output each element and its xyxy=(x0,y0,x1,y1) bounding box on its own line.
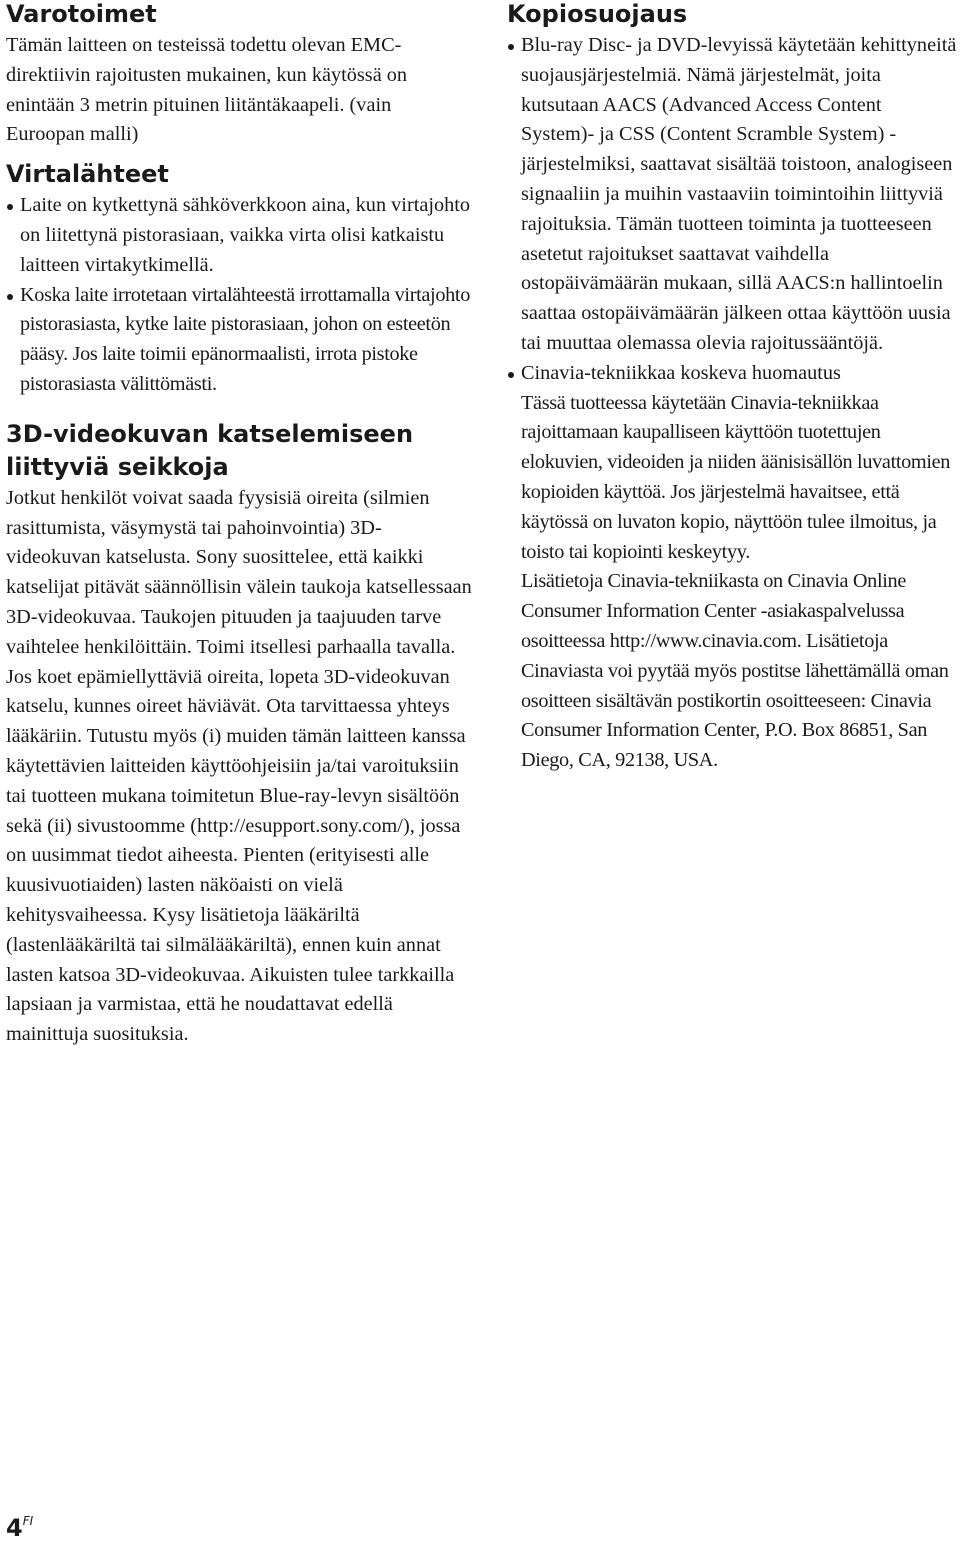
list-item xyxy=(507,31,957,359)
heading-kopiosuojaus: Kopiosuojaus xyxy=(507,0,688,28)
kopiosuojaus-list xyxy=(507,31,957,389)
heading-virtalahteet: Virtalähteet xyxy=(6,160,169,189)
list-item xyxy=(6,191,474,280)
list-item xyxy=(6,281,474,400)
heading-varotoimet: Varotoimet xyxy=(6,0,157,28)
section-3d-video xyxy=(6,418,474,1050)
bullet-icon xyxy=(7,204,13,210)
bullet-icon xyxy=(508,372,514,378)
page-number-suffix: FI xyxy=(22,1514,34,1528)
section-varotoimet xyxy=(6,0,474,150)
section-kopiosuojaus xyxy=(507,0,957,776)
cinavia-text-2: Lisätietoja Cinavia-tekniikasta on Cinavia Online Consumer Information Center -asiakaspalvelussa osoitteessa http://www.cinavia.com. Lisätietoja Cinaviasta voi pyytää myös postitse lähettämällä oman osoitteen sisältävän postikortin osoitteeseen: Cinavia Consumer Information Center, P.O. Box 86851, San Diego, CA, 92138, USA. xyxy=(521,570,949,772)
page-number-value: 4 xyxy=(6,1514,23,1542)
virtalahteet-item-2: Koska laite irrotetaan virtalähteestä irrottamalla virtajohto pistorasiasta, kytke laite pistorasiaan, johon on esteetön pääsy. Jos laite toimii epänormaalisti, irrota pistoke pistorasiasta välittömästi. xyxy=(20,283,471,395)
video3d-text: Jotkut henkilöt voivat saada fyysisiä oireita (silmien rasittumista, väsymystä tai pahoinvointia) 3D-videokuvan katselusta. Sony suosittelee, että kaikki katselijat pitävät säännöllisin välein taukoja katsellessaan 3D-videokuvaa. Taukojen pituuden ja taajuuden tarve vaihtelee henkilöittäin. Toimi itsellesi parhaalla tavalla. Jos koet epämiellyttäviä oireita, lopeta 3D-videokuvan katselu, kunnes oireet häviävät. Ota tarvittaessa yhteys lääkäriin. Tutustu myös (i) muiden tämän laitteen kanssa käytettävien laitteiden käyttöohjeisiin ja/tai varoituksiin tai tuotteen mukana toimitetun Blue-ray-levyn sisältöön sekä (ii) sivustoomme (http://esupport.sony.com/), jossa on uusimmat tiedot aiheesta. Pienten (erityisesti alle kuusivuotiaiden) lasten näköaisti on vielä kehitysvaiheessa. Kysy lisätietoja lääkäriltä (lastenlääkäriltä tai silmälääkäriltä), ennen kuin annat lasten katsoa 3D-videokuvaa. Aikuisten tulee tarkkailla lapsiaan ja varmistaa, että he noudattavat edellä mainittuja suosituksia. xyxy=(6,486,472,1046)
varotoimet-text: Tämän laitteen on testeissä todettu olevan EMC-direktiivin rajoitusten mukainen, kun käytössä on enintään 3 metrin pituinen liitäntäkaapeli. (vain Euroopan malli) xyxy=(6,34,408,146)
cinavia-text: Tässä tuotteessa käytetään Cinavia-tekniikkaa rajoittamaan kaupalliseen käyttöön tuotettujen elokuvien, videoiden ja niiden äänisisällön luvattomien kopioiden käyttöä. Jos järjestelmä havaitsee, että käytössä on luvaton kopio, näyttöön tulee ilmoitus, ja toisto tai kopiointi keskeytyy. xyxy=(521,391,951,563)
virtalahteet-list xyxy=(6,191,474,400)
cinavia-title: Cinavia-tekniikkaa koskeva huomautus xyxy=(521,361,841,384)
bullet-icon xyxy=(7,294,13,300)
page-number xyxy=(6,1508,33,1543)
bullet-icon xyxy=(508,44,514,50)
list-item xyxy=(507,359,957,389)
kopiosuojaus-item-1: Blu-ray Disc- ja DVD-levyissä käytetään kehittyneitä suojausjärjestelmiä. Nämä järjestelmät, joita kutsutaan AACS (Advanced Access Content System)- ja CSS (Content Scramble System) -järjestelmiksi, saattavat sisältää toistoon, analogiseen signaaliin ja muihin vastaaviin toimintoihin liittyviä rajoituksia. Tämän tuotteen toiminta ja tuotteeseen asetetut rajoitukset saattavat vaihdella ostopäivämäärän mukaan, sillä AACS:n hallintoelin saattaa ostopäivämäärän jälkeen ottaa käyttöön uusia tai muuttaa olemassa olevia rajoitussääntöjä. xyxy=(521,34,957,354)
left-column xyxy=(6,0,474,1050)
section-virtalahteet xyxy=(6,158,474,400)
virtalahteet-item-1: Laite on kytkettynä sähköverkkoon aina, kun virtajohto on liitettynä pistorasiaan, vaikka virta olisi katkaistu laitteen virtakytkimellä. xyxy=(20,194,471,276)
right-column xyxy=(507,0,957,776)
heading-3d-video: 3D-videokuvan katselemiseen liittyviä seikkoja xyxy=(6,419,414,481)
